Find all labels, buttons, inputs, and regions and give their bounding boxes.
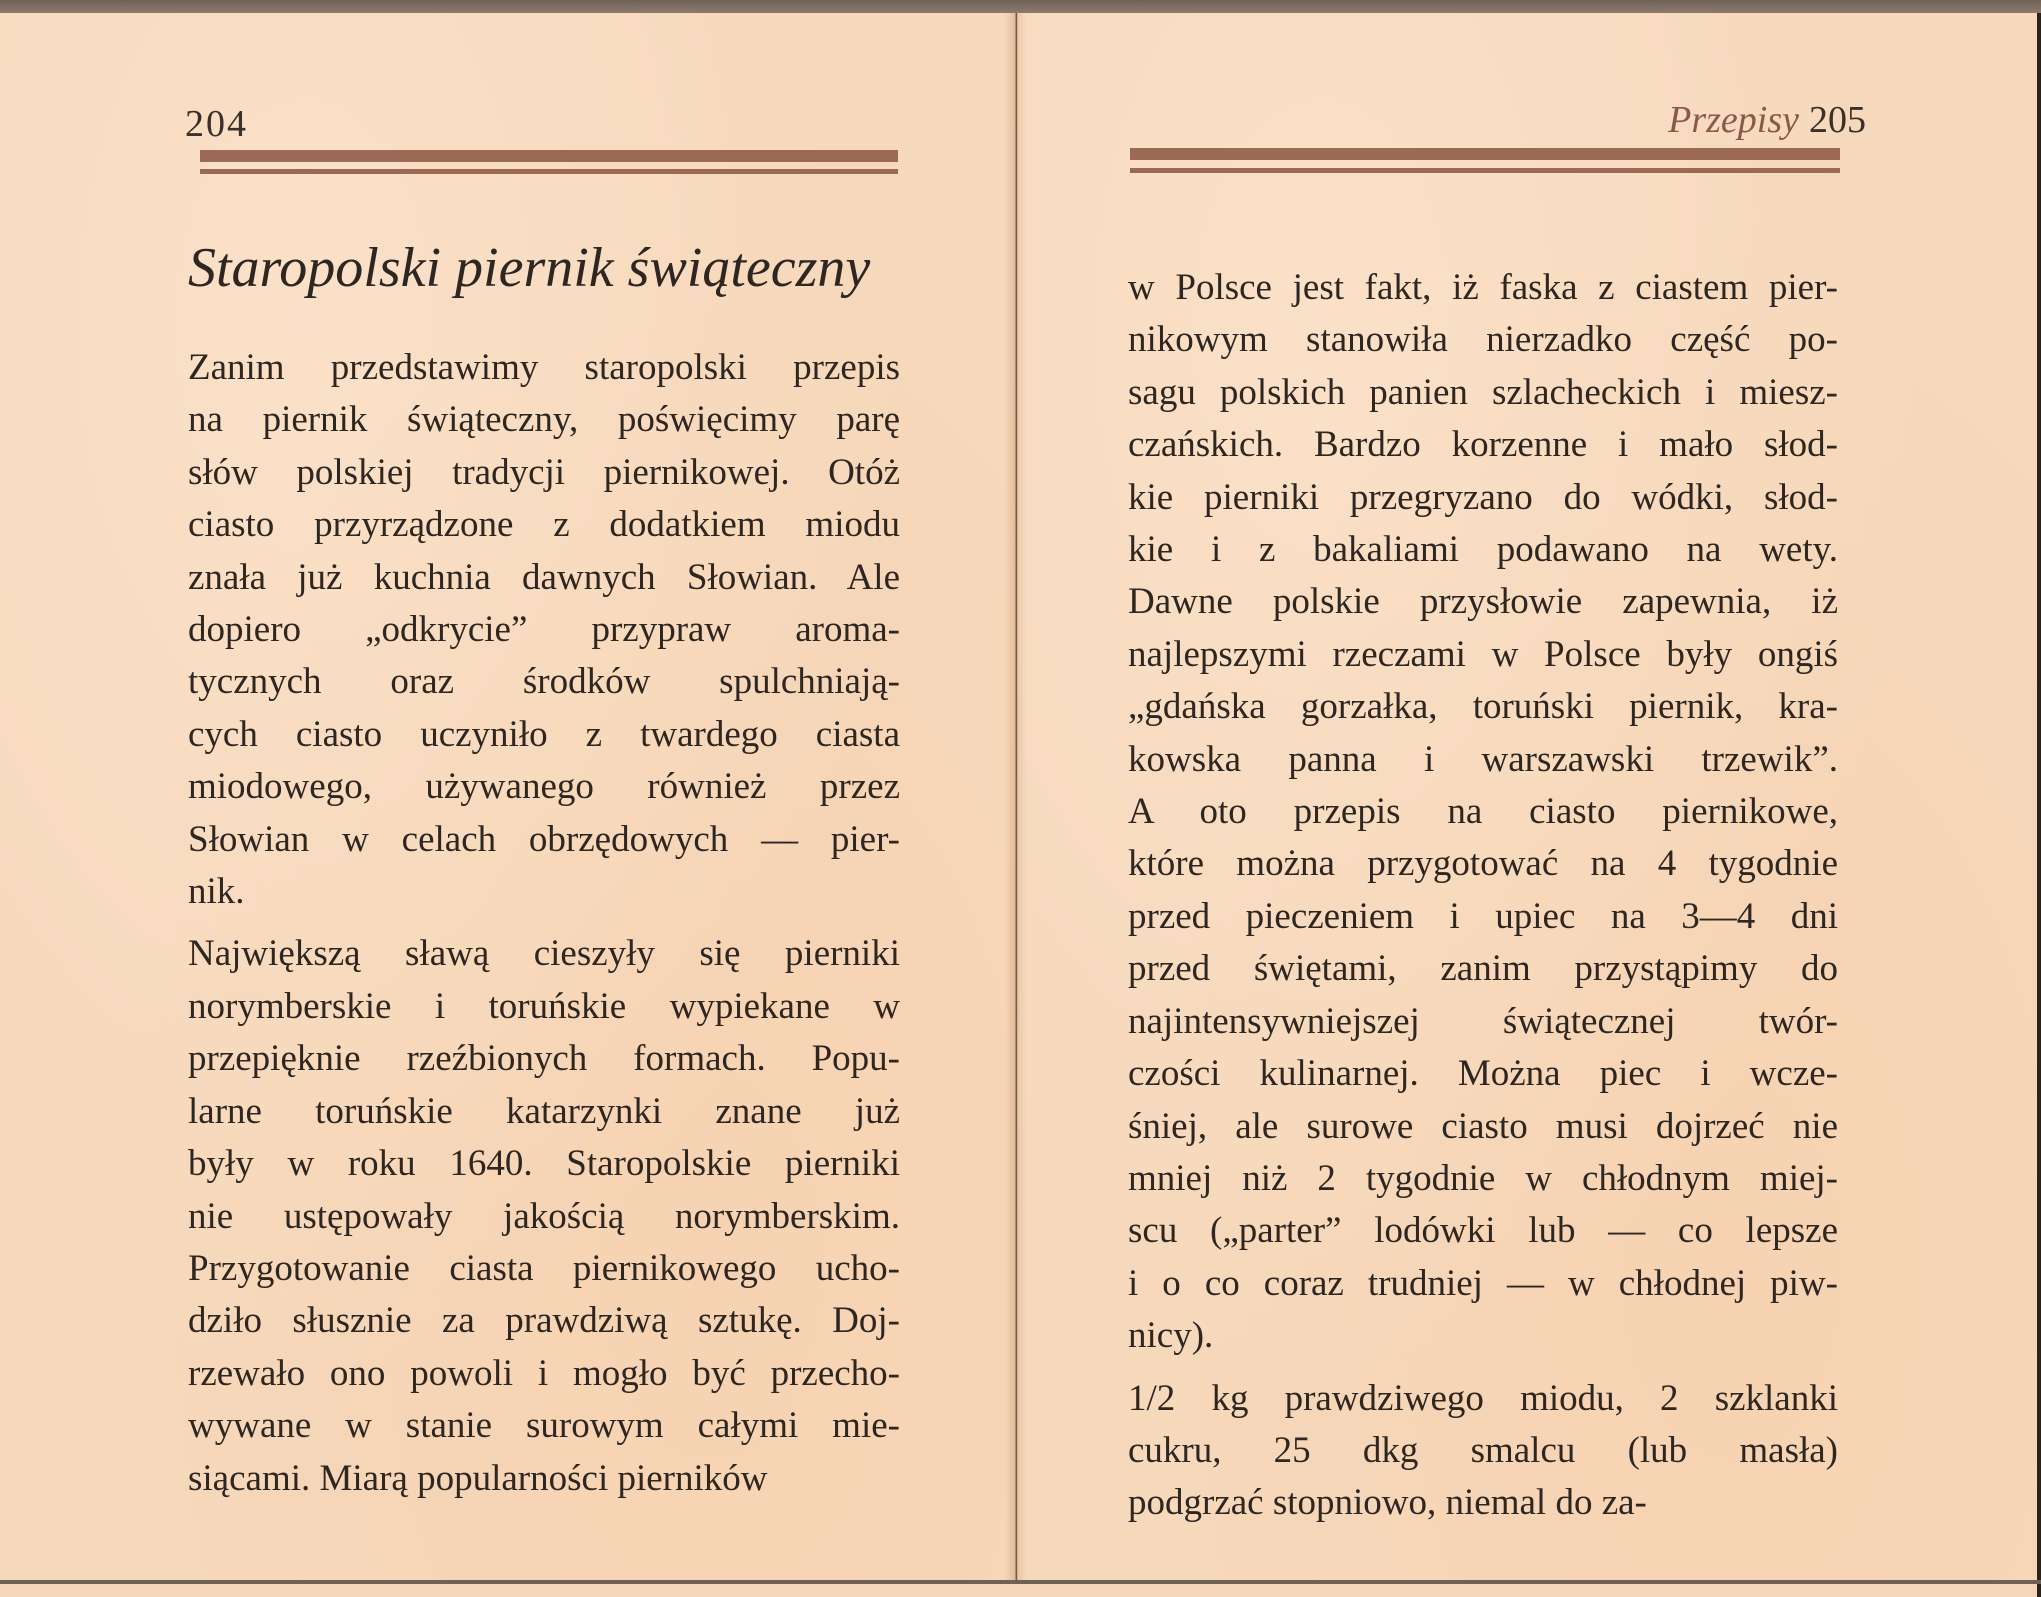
page-number-left: 204 bbox=[185, 103, 248, 145]
text-line: w Polsce jest fakt, iż faska z ciastem pier- bbox=[1128, 267, 1838, 308]
text-line: cukru, 25 dkg smalcu (lub masła) bbox=[1128, 1429, 1838, 1471]
text-line: larne toruńskie katarzynki znane już bbox=[188, 1090, 900, 1132]
header-rule-thick-right bbox=[1130, 148, 1840, 160]
header-rule-thin-left bbox=[200, 169, 898, 174]
text-line: ciasto przyrządzone z dodatkiem miodu bbox=[188, 504, 900, 546]
text-line: dopiero „odkrycie” przypraw aroma- bbox=[188, 609, 900, 651]
right-body-text bbox=[1128, 262, 1838, 1530]
text-line: które można przygotować na 4 tygodnie bbox=[1128, 843, 1838, 885]
text-line: A oto przepis na ciasto piernikowe, bbox=[1128, 791, 1838, 833]
text-line: wywane w stanie surowym całymi mie- bbox=[188, 1405, 900, 1447]
text-line: Największą sławą cieszyły się pierniki bbox=[188, 933, 900, 975]
text-line: 1/2 kg prawdziwego miodu, 2 szklanki bbox=[1128, 1377, 1838, 1419]
left-body-text bbox=[188, 342, 900, 1505]
text-line: scu („parter” lodówki lub — co lepsze bbox=[1128, 1210, 1838, 1252]
paragraph-gap bbox=[1128, 1363, 1838, 1373]
text-line: norymberskie i toruńskie wypiekane w bbox=[188, 985, 900, 1027]
text-line: rzewało ono powoli i mogło być przecho- bbox=[188, 1352, 900, 1394]
text-line: cych ciasto uczyniło z twardego ciasta bbox=[188, 713, 900, 755]
paragraph bbox=[188, 928, 900, 1504]
text-line: kie pierniki przegryzano do wódki, słod- bbox=[1128, 476, 1838, 518]
text-line: śniej, ale surowe ciasto musi dojrzeć nie bbox=[1128, 1105, 1838, 1147]
running-head-section: Przepisy bbox=[1668, 99, 1799, 141]
paragraph-gap bbox=[188, 918, 900, 928]
text-line: przed świętami, zanim przystąpimy do bbox=[1128, 948, 1838, 990]
text-line: nie ustępowały jakością norymberskim. bbox=[188, 1195, 900, 1237]
text-line: nikowym stanowiła nierzadko część po- bbox=[1128, 319, 1838, 361]
text-line: siącami. Miarą popularności pierników bbox=[188, 1457, 768, 1499]
text-line: czości kulinarnej. Można piec i wcze- bbox=[1128, 1053, 1838, 1095]
text-line: Dawne polskie przysłowie zapewnia, iż bbox=[1128, 581, 1838, 623]
page-number-right: 205 bbox=[1809, 99, 1866, 141]
text-line: przepięknie rzeźbionych formach. Popu- bbox=[188, 1038, 900, 1080]
text-line: kie i z bakaliami podawano na wety. bbox=[1128, 529, 1838, 571]
text-line: najlepszymi rzeczami w Polsce były ongiś bbox=[1128, 633, 1838, 675]
text-line: sagu polskich panien szlacheckich i miesz- bbox=[1128, 371, 1838, 413]
scan-right-edge bbox=[2037, 13, 2041, 1597]
scan-bottom-edge bbox=[0, 1580, 2041, 1584]
text-line: nik. bbox=[188, 871, 245, 913]
text-line: znała już kuchnia dawnych Słowian. Ale bbox=[188, 556, 900, 598]
text-line: słów polskiej tradycji piernikowej. Otóż bbox=[188, 451, 900, 493]
text-line: najintensywniejszej świątecznej twór- bbox=[1128, 1000, 1838, 1042]
text-line: czańskich. Bardzo korzenne i mało słod- bbox=[1128, 424, 1838, 466]
text-line: przed pieczeniem i upiec na 3—4 dni bbox=[1128, 895, 1838, 937]
text-line: miodowego, używanego również przez bbox=[188, 766, 900, 808]
recipe-title: Staropolski piernik świąteczny bbox=[188, 237, 871, 299]
text-line: mniej niż 2 tygodnie w chłodnym miej- bbox=[1128, 1157, 1838, 1199]
text-line: Zanim przedstawimy staropolski przepis bbox=[188, 347, 900, 388]
scan-top-edge bbox=[0, 0, 2041, 13]
text-line: Przygotowanie ciasta piernikowego ucho- bbox=[188, 1247, 900, 1289]
text-line: „gdańska gorzałka, toruński piernik, kra- bbox=[1128, 686, 1838, 728]
text-line: i o co coraz trudniej — w chłodnej piw- bbox=[1128, 1262, 1838, 1304]
text-line: Słowian w celach obrzędowych — pier- bbox=[188, 818, 900, 860]
paragraph bbox=[188, 342, 900, 918]
paragraph bbox=[1128, 262, 1838, 1363]
text-line: tycznych oraz środków spulchniają- bbox=[188, 661, 900, 703]
text-line: dziło słusznie za prawdziwą sztukę. Doj- bbox=[188, 1300, 900, 1342]
book-gutter bbox=[1005, 13, 1027, 1584]
running-head bbox=[1668, 98, 1866, 142]
text-line: były w roku 1640. Staropolskie pierniki bbox=[188, 1143, 900, 1185]
header-rule-thin-right bbox=[1130, 168, 1840, 173]
paragraph bbox=[1128, 1373, 1838, 1530]
text-line: na piernik świąteczny, poświęcimy parę bbox=[188, 399, 900, 441]
text-line: kowska panna i warszawski trzewik”. bbox=[1128, 738, 1838, 780]
header-rule-thick-left bbox=[200, 150, 898, 162]
text-line: podgrzać stopniowo, niemal do za- bbox=[1128, 1482, 1647, 1524]
text-line: nicy). bbox=[1128, 1315, 1214, 1357]
